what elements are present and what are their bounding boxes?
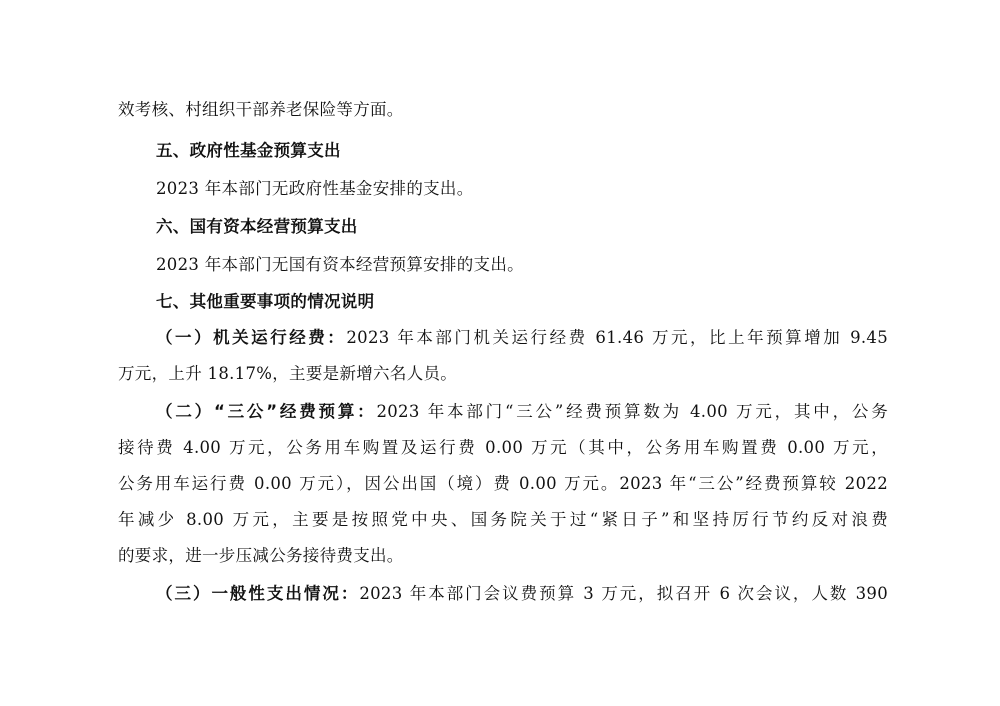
paragraph-text: 2023 年本部门机关运行经费 61.46 万元，比上年预算增加 9.45 (346, 328, 889, 347)
paragraph-line: 的要求，进一步压减公务接待费支出。 (118, 546, 404, 565)
section-heading-5: 五、政府性基金预算支出 (156, 141, 341, 160)
subsection-label-3: （三）一般性支出情况： (156, 584, 360, 603)
paragraph-line (156, 400, 888, 424)
paragraph-line: 接待费 4.00 万元，公务用车购置及运行费 0.00 万元（其中，公务用车购置费 0.00 万元， (118, 438, 888, 457)
paragraph-line (156, 326, 888, 350)
paragraph-line: 年减少 8.00 万元，主要是按照党中央、国务院关于过“紧日子”和坚持厉行节约反对浪费 (118, 510, 888, 529)
paragraph-line: 万元，上升 18.17%，主要是新增六名人员。 (118, 364, 458, 383)
paragraph-text: 2023 年本部门会议费预算 3 万元，拟召开 6 次会议，人数 390 (359, 584, 888, 603)
section-heading-6: 六、国有资本经营预算支出 (156, 217, 358, 236)
paragraph-text: 2023 年本部门“三公”经费预算数为 4.00 万元，其中，公务 (376, 402, 888, 421)
subsection-label-2: （二）“三公”经费预算： (156, 402, 377, 421)
paragraph-line: 2023 年本部门无国有资本经营预算安排的支出。 (156, 255, 524, 274)
paragraph-line: 效考核、村组织干部养老保险等方面。 (118, 100, 404, 119)
paragraph-line (156, 582, 888, 606)
subsection-label-1: （一）机关运行经费： (156, 328, 347, 347)
paragraph-line: 公务用车运行费 0.00 万元），因公出国（境）费 0.00 万元。2023 年“三公”经费预算较 2022 (118, 474, 888, 493)
paragraph-line: 2023 年本部门无政府性基金安排的支出。 (156, 179, 474, 198)
section-heading-7: 七、其他重要事项的情况说明 (156, 292, 375, 311)
